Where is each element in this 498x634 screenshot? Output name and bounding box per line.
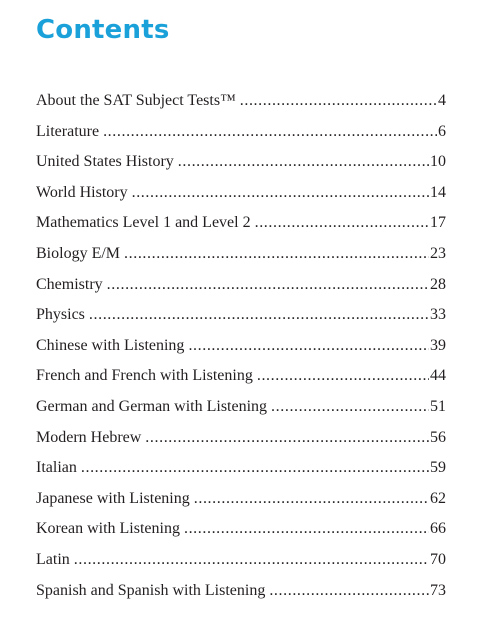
toc-page-number: 66 <box>430 520 446 538</box>
toc-entry-biology[interactable] <box>36 245 446 276</box>
toc-entry-label: Physics <box>36 306 85 324</box>
dot-leader <box>240 92 437 110</box>
dot-leader <box>184 520 429 538</box>
toc-entry-physics[interactable] <box>36 306 446 337</box>
toc-page-number: 28 <box>430 275 446 293</box>
toc-entry-german[interactable] <box>36 398 446 429</box>
toc-entry-latin[interactable] <box>36 551 446 582</box>
toc-entry-label: Chinese with Listening <box>36 336 185 354</box>
toc-page-number: 62 <box>430 489 446 507</box>
toc-page-number: 6 <box>438 122 446 140</box>
toc-page-number: 10 <box>430 153 446 171</box>
toc-entry-italian[interactable] <box>36 459 446 490</box>
toc-entry-korean[interactable] <box>36 520 446 551</box>
dot-leader <box>271 398 429 416</box>
toc-entry-french[interactable] <box>36 367 446 398</box>
toc-entry-label: Italian <box>36 459 77 477</box>
dot-leader <box>178 153 429 171</box>
toc-page-number: 4 <box>438 92 446 109</box>
dot-leader <box>89 306 429 324</box>
dot-leader <box>255 214 429 232</box>
toc-entry-united-states-history[interactable] <box>36 153 446 184</box>
dot-leader <box>81 459 429 477</box>
toc-entry-label: Biology E/M <box>36 244 121 262</box>
toc-page-number: 39 <box>430 336 446 354</box>
dot-leader <box>188 337 429 355</box>
toc-entry-mathematics[interactable] <box>36 214 446 245</box>
toc-entry-chinese[interactable] <box>36 337 446 368</box>
toc-entry-chemistry[interactable] <box>36 276 446 307</box>
dot-leader <box>103 123 437 141</box>
toc-entry-label: Modern Hebrew <box>36 428 142 446</box>
toc-entry-world-history[interactable] <box>36 184 446 215</box>
toc-entry-label: French and French with Listening <box>36 367 253 385</box>
toc-entry-label: Spanish and Spanish with Listening <box>36 581 266 599</box>
toc-entry-label: Mathematics Level 1 and Level 2 <box>36 214 251 232</box>
toc-entry-japanese[interactable] <box>36 490 446 521</box>
toc-entry-literature[interactable] <box>36 123 446 154</box>
table-of-contents <box>36 92 446 612</box>
dot-leader <box>269 582 429 600</box>
toc-page-number: 51 <box>430 397 446 415</box>
dot-leader <box>257 367 429 385</box>
toc-entry-label: About the SAT Subject Tests™ <box>36 92 236 109</box>
dot-leader <box>145 429 429 447</box>
dot-leader <box>194 490 429 508</box>
page-title: Contents <box>36 15 170 45</box>
toc-page-number: 17 <box>430 214 446 232</box>
dot-leader <box>132 184 429 202</box>
toc-entry-modern-hebrew[interactable] <box>36 429 446 460</box>
toc-page-number: 73 <box>430 581 446 599</box>
toc-entry-label: German and German with Listening <box>36 397 268 415</box>
toc-entry-label: Korean with Listening <box>36 520 180 538</box>
toc-entry-label: Chemistry <box>36 275 103 293</box>
toc-entry-label: Literature <box>36 122 100 140</box>
toc-entry-label: World History <box>36 183 128 201</box>
toc-page-number: 59 <box>430 459 446 477</box>
toc-page-number: 14 <box>430 183 446 201</box>
dot-leader <box>74 551 429 569</box>
toc-entry-about-sat-subject-tests[interactable] <box>36 92 446 123</box>
dot-leader <box>107 276 429 294</box>
toc-page-number: 44 <box>430 367 446 385</box>
toc-page-number: 70 <box>430 550 446 568</box>
toc-page-number: 23 <box>430 244 446 262</box>
toc-entry-spanish[interactable] <box>36 582 446 613</box>
toc-entry-label: United States History <box>36 153 174 171</box>
dot-leader <box>124 245 429 263</box>
toc-entry-label: Latin <box>36 550 70 568</box>
toc-page-number: 33 <box>430 306 446 324</box>
toc-entry-label: Japanese with Listening <box>36 489 190 507</box>
toc-page-number: 56 <box>430 428 446 446</box>
